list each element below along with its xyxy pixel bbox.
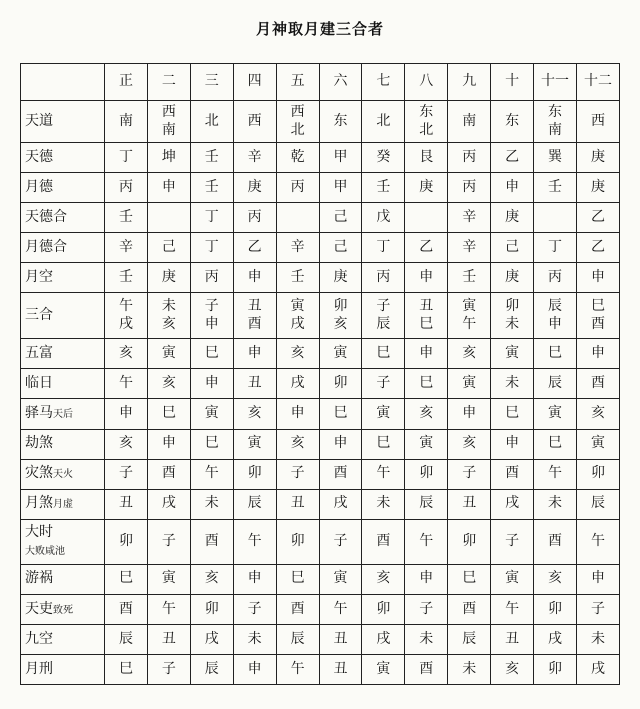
- table-cell: 寅: [534, 399, 577, 429]
- table-cell: 子: [405, 594, 448, 624]
- table-cell: 申: [190, 369, 233, 399]
- table-cell: 戌: [576, 654, 619, 684]
- table-cell: 寅: [319, 339, 362, 369]
- table-cell: 午 戌: [105, 293, 148, 339]
- table-cell: 酉: [448, 594, 491, 624]
- month-header: 九: [448, 64, 491, 101]
- table-cell: 寅: [362, 654, 405, 684]
- table-cell: 丙: [448, 143, 491, 173]
- table-cell: 卯: [405, 459, 448, 489]
- table-cell: 子: [147, 519, 190, 564]
- table-cell: 戌: [147, 489, 190, 519]
- table-row: [21, 429, 620, 459]
- table-cell: 申: [147, 173, 190, 203]
- table-cell: 戊: [362, 203, 405, 233]
- row-label-main: 月德合: [25, 238, 67, 255]
- month-header: 十二: [576, 64, 619, 101]
- table-cell: 午: [147, 594, 190, 624]
- table-cell: 亥: [276, 339, 319, 369]
- table-cell: 辛: [105, 233, 148, 263]
- table-row: [21, 173, 620, 203]
- table-cell: 东: [491, 101, 534, 143]
- month-header: 三: [190, 64, 233, 101]
- table-cell: 申: [405, 564, 448, 594]
- row-label: [21, 203, 105, 233]
- table-cell: 辛: [448, 203, 491, 233]
- table-cell: 未: [491, 369, 534, 399]
- row-label-main: 临日: [25, 375, 53, 392]
- table-cell: 戌: [362, 624, 405, 654]
- table-cell: 午: [534, 459, 577, 489]
- table-cell: 申: [233, 339, 276, 369]
- table-cell: 亥: [448, 429, 491, 459]
- table-cell: 丑: [233, 369, 276, 399]
- table-cell: 乙: [233, 233, 276, 263]
- table-cell: 酉: [147, 459, 190, 489]
- row-label-main: 劫煞: [25, 435, 53, 452]
- table-cell: 午: [276, 654, 319, 684]
- table-cell: 亥: [362, 564, 405, 594]
- table-cell: 申: [576, 564, 619, 594]
- table-row: [21, 293, 620, 339]
- table-cell: 巳: [105, 564, 148, 594]
- row-label-sub: 月虚: [53, 499, 73, 511]
- table-cell: 酉: [576, 369, 619, 399]
- table-cell: 申: [576, 339, 619, 369]
- table-cell: 戌: [491, 489, 534, 519]
- row-label: [21, 624, 105, 654]
- table-cell: 寅: [576, 429, 619, 459]
- table-cell: 丑: [319, 624, 362, 654]
- table-cell: 己: [491, 233, 534, 263]
- month-gods-table: [20, 63, 620, 685]
- table-cell: 午: [576, 519, 619, 564]
- table-cell: 子: [362, 369, 405, 399]
- row-label-main: 月德: [25, 178, 53, 195]
- table-cell: 寅 戌: [276, 293, 319, 339]
- row-label-sub: 致死: [53, 604, 73, 616]
- row-label-main: 游祸: [25, 570, 53, 587]
- table-cell: 壬: [190, 143, 233, 173]
- table-cell: 丙: [362, 263, 405, 293]
- table-cell: 卯: [448, 519, 491, 564]
- table-cell: 亥: [405, 399, 448, 429]
- table-cell: 西: [576, 101, 619, 143]
- table-cell: 子 辰: [362, 293, 405, 339]
- table-cell: 壬: [105, 263, 148, 293]
- row-label-sub: 大败咸池: [25, 545, 65, 557]
- table-cell: 辰: [405, 489, 448, 519]
- table-cell: 巳: [362, 429, 405, 459]
- table-cell: 丁: [534, 233, 577, 263]
- table-row: [21, 489, 620, 519]
- row-label: [21, 429, 105, 459]
- table-cell: 乙: [405, 233, 448, 263]
- table-cell: 卯: [534, 594, 577, 624]
- table-cell: [405, 203, 448, 233]
- table-cell: 卯: [319, 369, 362, 399]
- table-cell: 丙: [276, 173, 319, 203]
- table-cell: 寅: [147, 564, 190, 594]
- header-row: [21, 64, 620, 101]
- table-cell: 亥: [534, 564, 577, 594]
- table-cell: 午: [190, 459, 233, 489]
- table-cell: 丑: [147, 624, 190, 654]
- table-cell: 子: [491, 519, 534, 564]
- table-cell: 庚: [319, 263, 362, 293]
- table-cell: 辛: [448, 233, 491, 263]
- table-cell: 未: [362, 489, 405, 519]
- table-row: [21, 339, 620, 369]
- row-label: [21, 564, 105, 594]
- table-cell: 丙: [105, 173, 148, 203]
- table-cell: 丑: [448, 489, 491, 519]
- table-cell: 巳: [534, 429, 577, 459]
- table-cell: 丁: [105, 143, 148, 173]
- table-cell: 酉: [276, 594, 319, 624]
- table-cell: 巳: [448, 564, 491, 594]
- table-cell: 丑: [491, 624, 534, 654]
- table-cell: 巳: [147, 399, 190, 429]
- table-cell: 午: [105, 369, 148, 399]
- table-cell: 寅: [448, 369, 491, 399]
- row-label: [21, 101, 105, 143]
- table-cell: 酉: [491, 459, 534, 489]
- table-cell: 酉: [105, 594, 148, 624]
- table-cell: 巳: [534, 339, 577, 369]
- table-cell: 寅: [319, 564, 362, 594]
- table-row: [21, 564, 620, 594]
- table-cell: 巳: [190, 429, 233, 459]
- table-cell: 卯: [362, 594, 405, 624]
- row-label: [21, 263, 105, 293]
- table-cell: 寅: [147, 339, 190, 369]
- table-cell: 卯: [576, 459, 619, 489]
- table-cell: 巳 酉: [576, 293, 619, 339]
- table-cell: 戌: [534, 624, 577, 654]
- table-cell: 东: [319, 101, 362, 143]
- table-cell: [147, 203, 190, 233]
- table-cell: 己: [319, 233, 362, 263]
- table-cell: 子: [105, 459, 148, 489]
- table-cell: 西 北: [276, 101, 319, 143]
- month-header: 正: [105, 64, 148, 101]
- table-cell: 亥: [576, 399, 619, 429]
- table-cell: 子: [233, 594, 276, 624]
- table-cell: 庚: [576, 143, 619, 173]
- table-cell: 卯 亥: [319, 293, 362, 339]
- table-row: [21, 369, 620, 399]
- row-label-sub: 天后: [53, 409, 73, 421]
- table-cell: 庚: [491, 263, 534, 293]
- month-header: 八: [405, 64, 448, 101]
- table-cell: 寅: [190, 399, 233, 429]
- table-cell: 子: [576, 594, 619, 624]
- row-label: [21, 459, 105, 489]
- table-cell: 亥: [190, 564, 233, 594]
- row-label: [21, 233, 105, 263]
- table-row: [21, 101, 620, 143]
- table-cell: 寅: [491, 564, 534, 594]
- row-label: [21, 489, 105, 519]
- row-label: [21, 173, 105, 203]
- table-cell: 辰 申: [534, 293, 577, 339]
- row-label-main: 灾煞: [25, 465, 53, 482]
- row-label-main: 驿马: [25, 405, 53, 422]
- table-cell: 寅: [491, 339, 534, 369]
- table-cell: 甲: [319, 173, 362, 203]
- table-cell: 乙: [491, 143, 534, 173]
- table-cell: 丙: [233, 203, 276, 233]
- row-label: [21, 519, 105, 564]
- table-cell: 己: [319, 203, 362, 233]
- table-cell: 午: [362, 459, 405, 489]
- table-cell: 巳: [105, 654, 148, 684]
- table-cell: 壬: [190, 173, 233, 203]
- table-cell: 亥: [448, 339, 491, 369]
- table-cell: 亥: [491, 654, 534, 684]
- table-row: [21, 263, 620, 293]
- table-row: [21, 624, 620, 654]
- table-cell: 申: [405, 339, 448, 369]
- table-row: [21, 203, 620, 233]
- table-cell: 丙: [190, 263, 233, 293]
- table-cell: 未: [405, 624, 448, 654]
- row-label: [21, 143, 105, 173]
- table-cell: 庚: [576, 173, 619, 203]
- table-cell: 南: [448, 101, 491, 143]
- month-header: 七: [362, 64, 405, 101]
- table-cell: 辛: [233, 143, 276, 173]
- table-cell: 戌: [190, 624, 233, 654]
- row-label-main: 三合: [25, 307, 53, 324]
- table-cell: 巳: [405, 369, 448, 399]
- table-cell: 巳: [276, 564, 319, 594]
- month-header: 六: [319, 64, 362, 101]
- table-cell: 寅: [405, 429, 448, 459]
- table-row: [21, 233, 620, 263]
- table-cell: 申: [276, 399, 319, 429]
- table-cell: 亥: [233, 399, 276, 429]
- table-cell: 未: [190, 489, 233, 519]
- table-cell: 亥: [105, 429, 148, 459]
- table-cell: 巳: [190, 339, 233, 369]
- month-header: 四: [233, 64, 276, 101]
- table-cell: 子: [276, 459, 319, 489]
- table-cell: 辰: [576, 489, 619, 519]
- table-row: [21, 519, 620, 564]
- table-cell: 申: [491, 429, 534, 459]
- table-cell: 未 亥: [147, 293, 190, 339]
- table-cell: 酉: [319, 459, 362, 489]
- table-cell: 寅: [233, 429, 276, 459]
- table-cell: 壬: [362, 173, 405, 203]
- table-cell: 庚: [233, 173, 276, 203]
- table-cell: 丑: [276, 489, 319, 519]
- row-label-sub: 天火: [53, 469, 73, 481]
- table-cell: 申: [233, 263, 276, 293]
- table-cell: 卯: [276, 519, 319, 564]
- table-cell: 寅: [362, 399, 405, 429]
- table-cell: 丑: [319, 654, 362, 684]
- table-cell: 子: [448, 459, 491, 489]
- table-cell: 西: [233, 101, 276, 143]
- corner-cell: [21, 64, 105, 101]
- table-cell: 丑 巳: [405, 293, 448, 339]
- table-cell: 申: [319, 429, 362, 459]
- table-cell: 辛: [276, 233, 319, 263]
- table-row: [21, 654, 620, 684]
- row-label-main: 月刑: [25, 660, 53, 677]
- table-cell: 亥: [105, 339, 148, 369]
- table-cell: 巳: [362, 339, 405, 369]
- table-cell: 辰: [276, 624, 319, 654]
- table-cell: 未: [576, 624, 619, 654]
- row-label-main: 月空: [25, 269, 53, 286]
- table-cell: 卯: [534, 654, 577, 684]
- table-cell: [276, 203, 319, 233]
- table-cell: 子: [319, 519, 362, 564]
- table-cell: 坤: [147, 143, 190, 173]
- table-cell: 申: [576, 263, 619, 293]
- table-cell: 甲: [319, 143, 362, 173]
- month-header: 五: [276, 64, 319, 101]
- table-cell: [534, 203, 577, 233]
- table-cell: 东 北: [405, 101, 448, 143]
- table-cell: 丑 酉: [233, 293, 276, 339]
- table-cell: 东 南: [534, 101, 577, 143]
- table-cell: 庚: [147, 263, 190, 293]
- table-cell: 申: [448, 399, 491, 429]
- table-cell: 午: [405, 519, 448, 564]
- table-cell: 子 申: [190, 293, 233, 339]
- row-label-main: 九空: [25, 630, 53, 647]
- table-cell: 辰: [105, 624, 148, 654]
- table-cell: 戌: [276, 369, 319, 399]
- table-cell: 未: [534, 489, 577, 519]
- table-cell: 庚: [491, 203, 534, 233]
- row-label-main: 天道: [25, 112, 53, 129]
- row-label-main: 天吏: [25, 600, 53, 617]
- table-cell: 辰: [233, 489, 276, 519]
- table-cell: 卯 未: [491, 293, 534, 339]
- table-cell: 申: [105, 399, 148, 429]
- row-label: [21, 339, 105, 369]
- table-row: [21, 594, 620, 624]
- table-cell: 午: [319, 594, 362, 624]
- row-label-main: 大时: [25, 524, 53, 541]
- table-cell: 北: [362, 101, 405, 143]
- table-cell: 己: [147, 233, 190, 263]
- table-cell: 辰: [534, 369, 577, 399]
- table-cell: 亥: [147, 369, 190, 399]
- table-cell: 巳: [319, 399, 362, 429]
- table-cell: 丙: [448, 173, 491, 203]
- table-cell: 未: [233, 624, 276, 654]
- table-cell: 巳: [491, 399, 534, 429]
- table-cell: 酉: [362, 519, 405, 564]
- table-cell: 巽: [534, 143, 577, 173]
- table-cell: 酉: [534, 519, 577, 564]
- table-cell: 卯: [233, 459, 276, 489]
- table-cell: 未: [448, 654, 491, 684]
- table-cell: 子: [147, 654, 190, 684]
- table-cell: 丁: [190, 233, 233, 263]
- table-cell: 戌: [319, 489, 362, 519]
- table-cell: 丑: [105, 489, 148, 519]
- table-row: [21, 459, 620, 489]
- row-label: [21, 594, 105, 624]
- table-cell: 午: [233, 519, 276, 564]
- table-cell: 申: [147, 429, 190, 459]
- row-label-main: 五富: [25, 345, 53, 362]
- table-cell: 酉: [405, 654, 448, 684]
- table-cell: 申: [233, 564, 276, 594]
- table-cell: 丁: [362, 233, 405, 263]
- month-header: 十一: [534, 64, 577, 101]
- table-cell: 申: [233, 654, 276, 684]
- table-cell: 卯: [105, 519, 148, 564]
- table-cell: 西 南: [147, 101, 190, 143]
- table-cell: 壬: [448, 263, 491, 293]
- table-cell: 艮: [405, 143, 448, 173]
- row-label-main: 天德合: [25, 208, 67, 225]
- table-cell: 丁: [190, 203, 233, 233]
- table-cell: 壬: [105, 203, 148, 233]
- page-title: 月神取月建三合者: [255, 20, 384, 38]
- table-cell: 癸: [362, 143, 405, 173]
- table-cell: 乾: [276, 143, 319, 173]
- table-cell: 寅 午: [448, 293, 491, 339]
- table-cell: 丙: [534, 263, 577, 293]
- table-cell: 卯: [190, 594, 233, 624]
- month-header: 二: [147, 64, 190, 101]
- row-label: [21, 399, 105, 429]
- table-cell: 壬: [276, 263, 319, 293]
- row-label-main: 天德: [25, 148, 53, 165]
- table-cell: 辰: [190, 654, 233, 684]
- table-cell: 庚: [405, 173, 448, 203]
- table-cell: 午: [491, 594, 534, 624]
- table-cell: 申: [405, 263, 448, 293]
- table-cell: 辰: [448, 624, 491, 654]
- table-cell: 乙: [576, 203, 619, 233]
- row-label: [21, 369, 105, 399]
- table-row: [21, 399, 620, 429]
- table-cell: 酉: [190, 519, 233, 564]
- month-header: 十: [491, 64, 534, 101]
- table-row: [21, 143, 620, 173]
- table-cell: 申: [491, 173, 534, 203]
- row-label: [21, 654, 105, 684]
- table-cell: 壬: [534, 173, 577, 203]
- row-label: [21, 293, 105, 339]
- table-cell: 北: [190, 101, 233, 143]
- table-cell: 南: [105, 101, 148, 143]
- table-cell: 乙: [576, 233, 619, 263]
- row-label-main: 月煞: [25, 495, 53, 512]
- table-cell: 亥: [276, 429, 319, 459]
